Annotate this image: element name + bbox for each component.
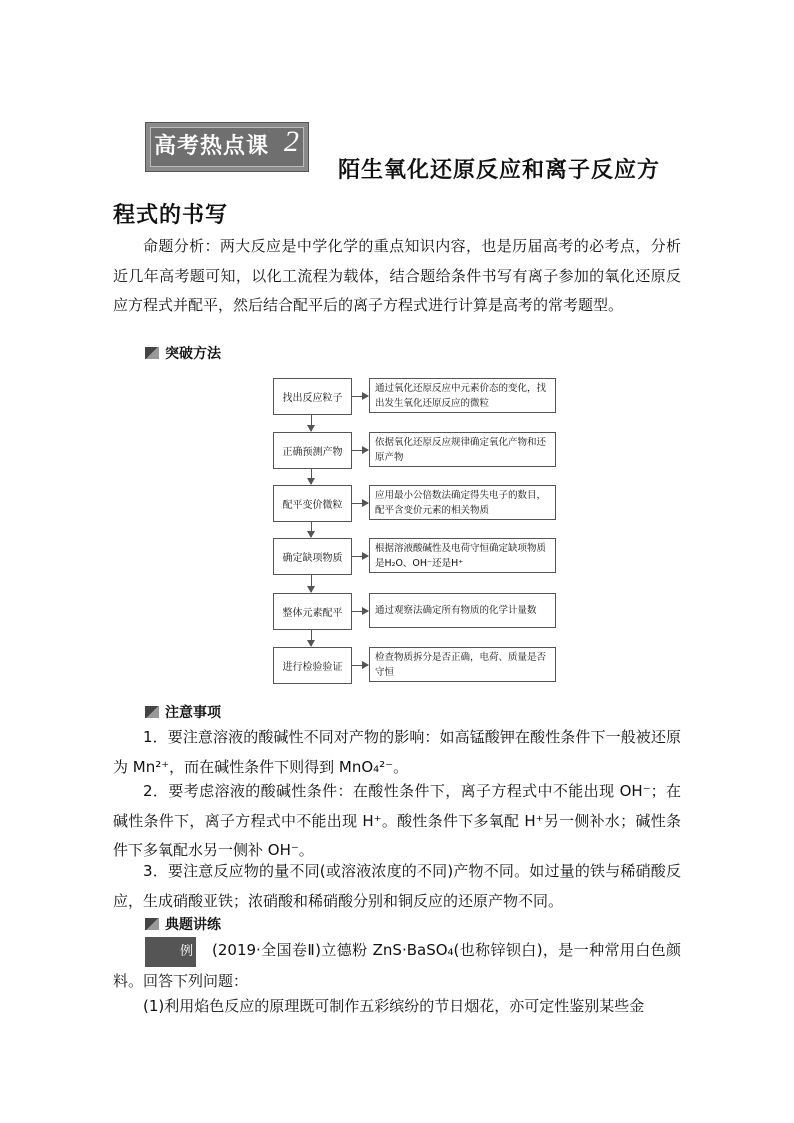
flow-arrow-down (311, 414, 312, 431)
flow-step: 确定缺项物质 (273, 538, 352, 575)
example-paragraph (113, 936, 681, 996)
section-heading-method (145, 343, 221, 363)
note-3: 3．要注意反应物的量不同(或溶液浓度的不同)产物不同。如过量的铁与稀硝酸反应，生成硝酸亚铁；浓硝酸和稀硝酸分别和铜反应的还原产物不同。 (113, 862, 681, 910)
flow-desc: 根据溶液酸碱性及电荷守恒确定缺项物质是H₂O、OH⁻还是H⁺ (369, 538, 556, 573)
analysis-paragraph: 命题分析：两大反应是中学化学的重点知识内容，也是历届高考的必考点，分析近几年高考题可知，以化工流程为载体，结合题给条件书写有离子参加的氧化还原反应方程式并配平，然后结合配平后的离子方程式进行计算是高考的常考题型。 (113, 237, 681, 314)
example-question-1: (1)利用焰色反应的原理既可制作五彩缤纷的节日烟花，亦可定性鉴别某些金 (143, 997, 645, 1015)
flow-arrow-down (311, 629, 312, 646)
flow-desc: 依据氧化还原反应规律确定氧化产物和还原产物 (369, 432, 556, 467)
example-badge: 例 (145, 937, 196, 967)
note-2: 2．要考虑溶液的酸碱性条件：在酸性条件下，离子方程式中不能出现 OH⁻；在碱性条件下，离子方程式中不能出现 H⁺。酸性条件下多氧配 H⁺另一侧补水；碱性条件下多氧配水另一侧补 OH⁻。 (113, 782, 681, 859)
flow-arrow-right (351, 396, 368, 397)
example-text: (2019·全国卷Ⅱ)立德粉 ZnS·BaSO₄(也称锌钡白)，是一种常用白色颜料。回答下列问题： (113, 941, 681, 990)
banner-label: 高考热点课 (154, 133, 270, 159)
flow-desc: 通过氧化还原反应中元素价态的变化，找出发生氧化还原反应的微粒 (369, 378, 556, 413)
page-title-line2: 程式的书写 (113, 203, 229, 228)
section-label: 典题讲练 (165, 917, 221, 933)
flow-step: 整体元素配平 (273, 593, 352, 630)
flow-arrow-down (311, 521, 312, 537)
section-heading-examples (145, 914, 221, 934)
flow-desc: 通过观察法确定所有物质的化学计量数 (369, 593, 556, 628)
section-marker-icon (145, 918, 159, 930)
section-label: 突破方法 (165, 346, 221, 362)
flow-arrow-right (351, 611, 368, 612)
flow-arrow-right (351, 450, 368, 451)
flow-step: 找出反应粒子 (273, 378, 352, 415)
flow-arrow-down (311, 574, 312, 592)
flow-arrow-right (351, 503, 368, 504)
flow-step: 正确预测产物 (273, 432, 352, 469)
flow-step: 进行检验验证 (273, 647, 352, 684)
section-heading-notes (145, 702, 221, 722)
flow-step: 配平变价微粒 (273, 485, 352, 522)
note-1: 1．要注意溶液的酸碱性不同对产物的影响：如高锰酸钾在酸性条件下一般被还原为 Mn²⁺，而在碱性条件下则得到 MnO₄²⁻。 (113, 728, 681, 776)
flow-arrow-down (311, 468, 312, 484)
flow-arrow-right (351, 556, 368, 557)
lesson-banner (145, 122, 313, 172)
page-title-line1: 陌生氧化还原反应和离子反应方 (338, 158, 661, 183)
banner-box (145, 122, 309, 172)
section-label: 注意事项 (165, 705, 221, 721)
section-marker-icon (145, 347, 159, 359)
section-marker-icon (145, 706, 159, 718)
banner-number: 2 (284, 125, 299, 158)
flow-arrow-right (351, 665, 368, 666)
flow-desc: 应用最小公倍数法确定得失电子的数目，配平含变价元素的相关物质 (369, 485, 556, 520)
flow-desc: 检查物质拆分是否正确，电荷、质量是否守恒 (369, 647, 556, 682)
